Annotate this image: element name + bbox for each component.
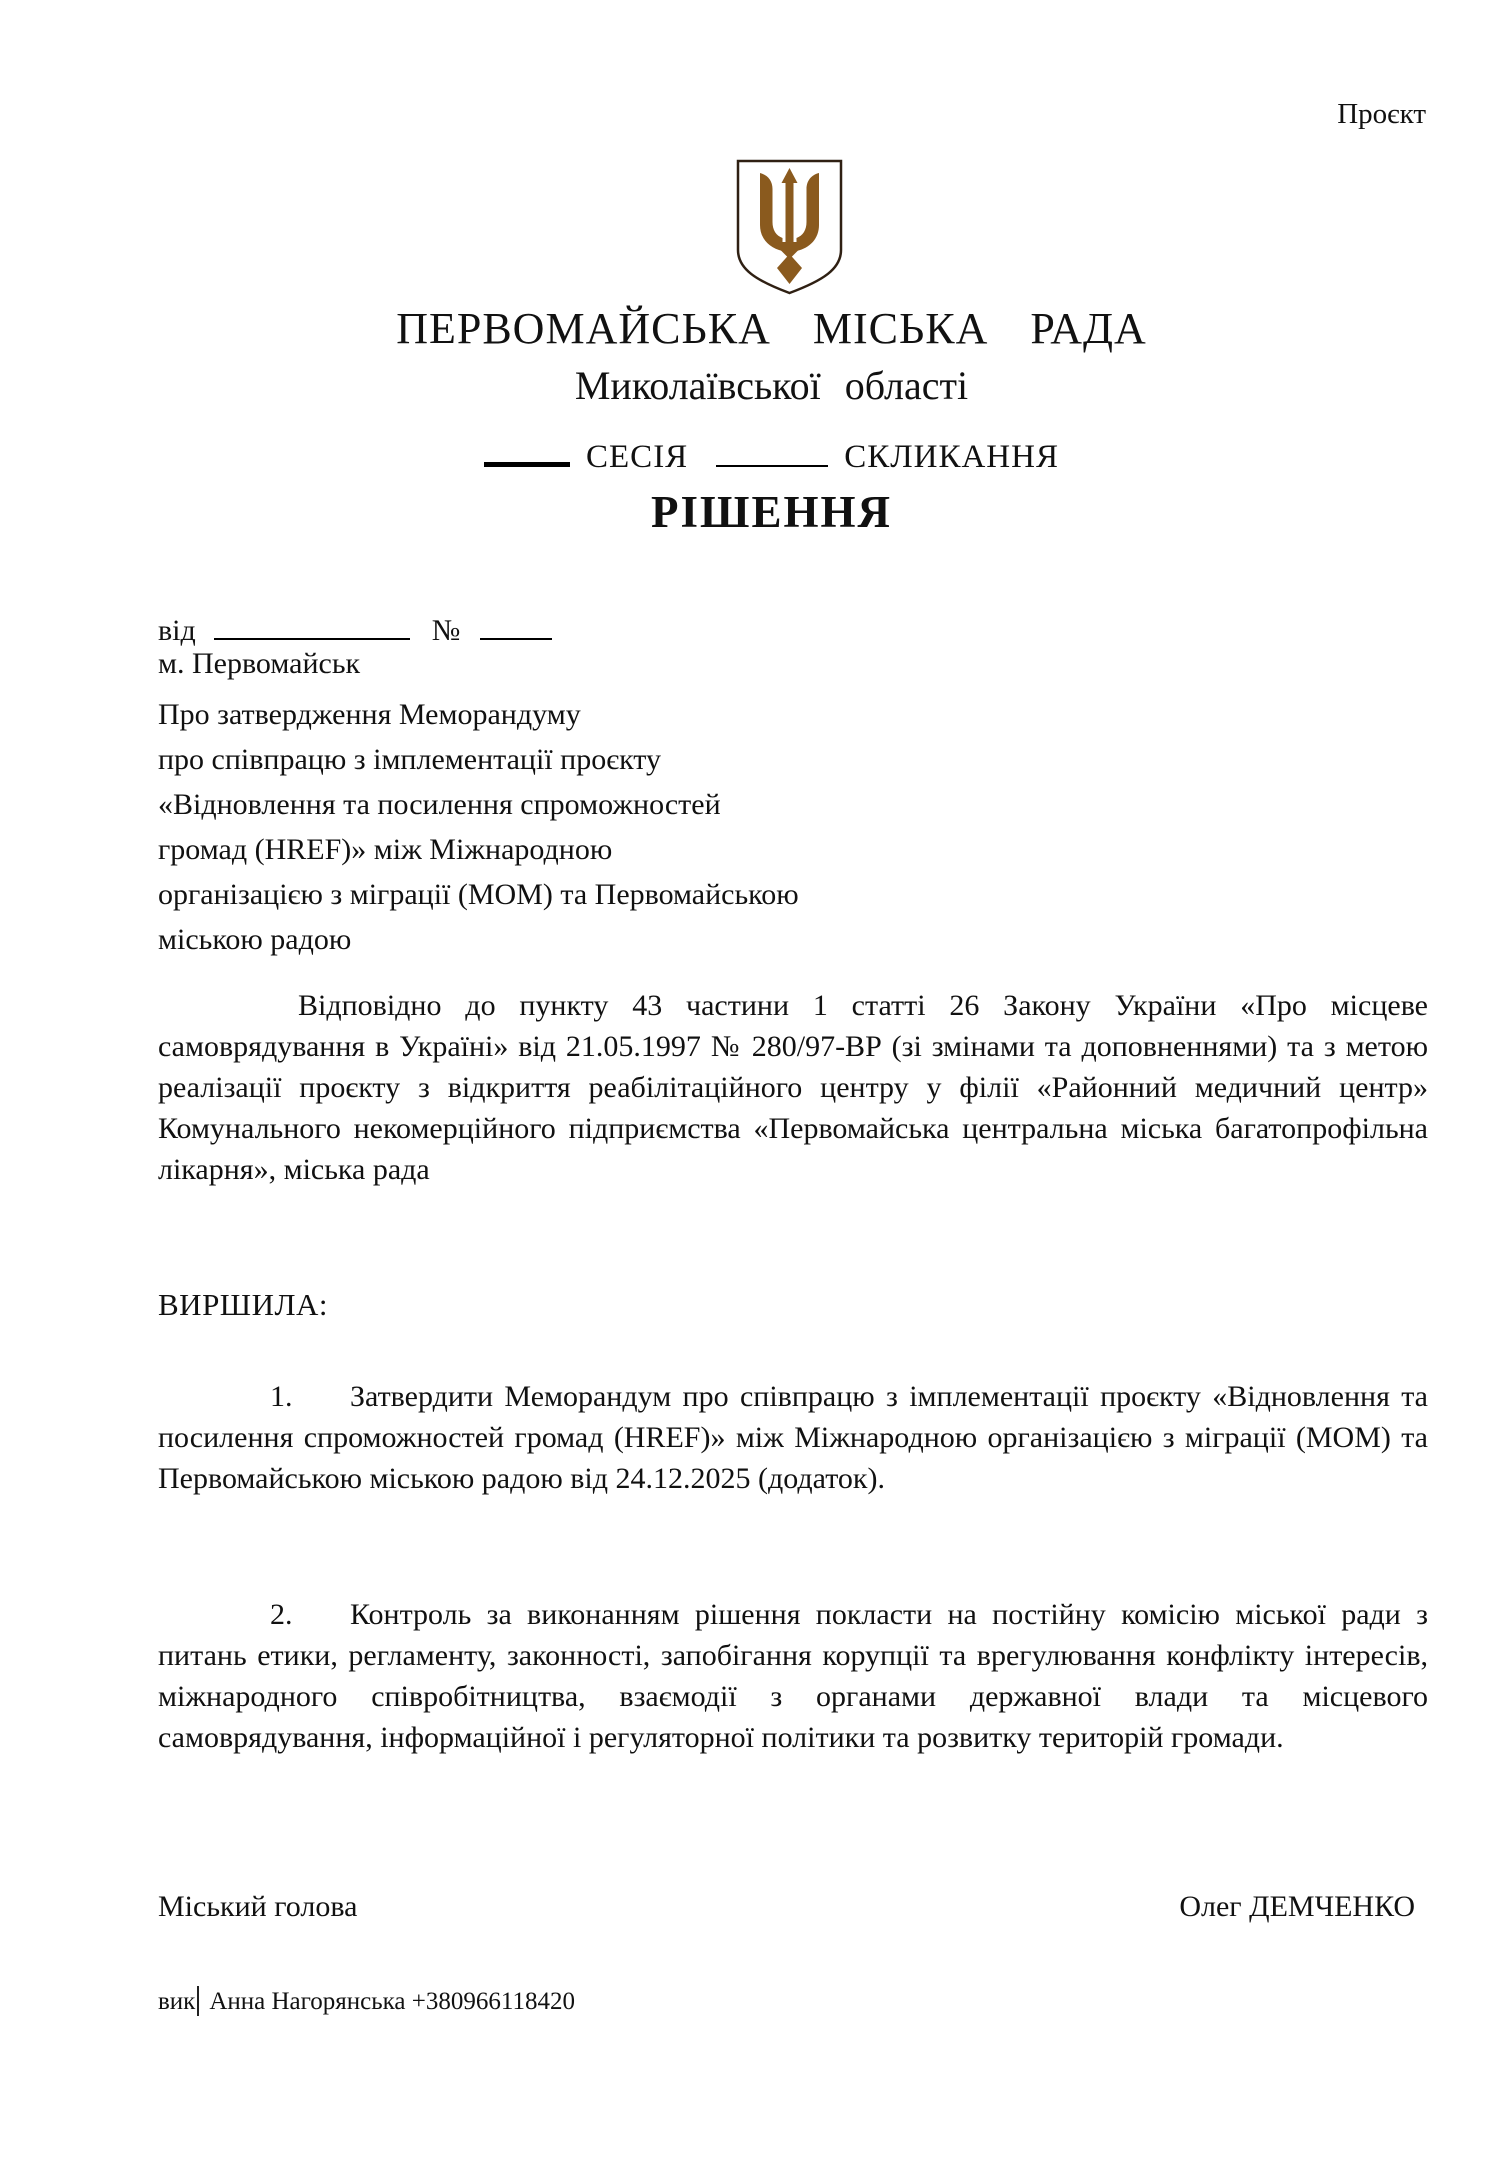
point-number: 2. [270, 1598, 293, 1631]
text-cursor [197, 1986, 199, 2016]
subject-block [158, 692, 799, 962]
session-line [115, 426, 1428, 476]
number-sign: № [431, 614, 461, 647]
document-type-title: РІШЕННЯ [651, 487, 892, 537]
subject-line: «Відновлення та посилення спроможностей [158, 788, 721, 821]
city-line: м. Первомайськ [158, 647, 361, 680]
executor-prefix: вик [158, 1988, 196, 2015]
subject-line: організацією з міграції (МОМ) та Первомайською [158, 878, 799, 911]
signature-name: Олег ДЕМЧЕНКО [1179, 1890, 1415, 1923]
point-text: Затвердити Меморандум про співпрацю з імплементації проєкту «Відновлення та посилення спроможностей громад (HREF)» між Міжнародною організацією з міграції (МОМ) та Первомайською міською радою від 24.12.2025 (додаток). [158, 1380, 1428, 1495]
convocation-number-blank [716, 429, 828, 467]
subject-line: про співпрацю з імплементації проєкту [158, 743, 661, 776]
executor-line [158, 1986, 575, 2016]
subject-line: Про затвердження Меморандуму [158, 698, 581, 731]
tryzub-shield-icon [734, 158, 845, 296]
region-name: Миколаївської області [574, 363, 969, 408]
date-from-label: від [158, 614, 196, 647]
session-number-blank [484, 426, 570, 467]
number-blank [480, 608, 552, 640]
resolved-label: ВИРШИЛА: [158, 1287, 328, 1322]
subject-line: громад (HREF)» між Міжнародною [158, 833, 613, 866]
point-text: Контроль за виконанням рішення покласти на постійну комісію міської ради з питань етики, регламенту, законності, запобігання корупції та врегулювання конфлікту інтересів, міжнародного співробітництва, взаємодії з органами державної влади та місцевого самоврядування, інформаційної і регуляторної політики та розвитку територій громади. [158, 1598, 1428, 1754]
project-draft-label: Проєкт [1337, 98, 1426, 130]
signature-position-title: Міський голова [158, 1890, 358, 1923]
council-name: ПЕРВОМАЙСЬКА МІСЬКА РАДА [396, 304, 1147, 353]
decision-point-2 [158, 1594, 1428, 1758]
session-word: СЕСІЯ [586, 439, 689, 475]
decision-point-1 [158, 1376, 1428, 1499]
point-number: 1. [270, 1380, 293, 1413]
executor-contact: Анна Нагорянська +380966118420 [209, 1988, 575, 2015]
subject-line: міською радою [158, 923, 352, 956]
date-number-line [158, 608, 552, 648]
date-blank [214, 608, 410, 640]
preamble-paragraph: Відповідно до пункту 43 частини 1 статті 26 Закону України «Про місцеве самоврядування в Україні» від 21.05.1997 № 280/97-ВР (зі змінами та доповненнями) та з метою реалізації проєкту з відкриття реабілітаційного центру у філії «Районний медичний центр» Комунального некомерційного підприємства «Первомайська центральна міська багатопрофільна лікарня», міська рада [158, 989, 1428, 1186]
convocation-word: СКЛИКАННЯ [844, 439, 1059, 475]
coat-of-arms [734, 158, 845, 296]
